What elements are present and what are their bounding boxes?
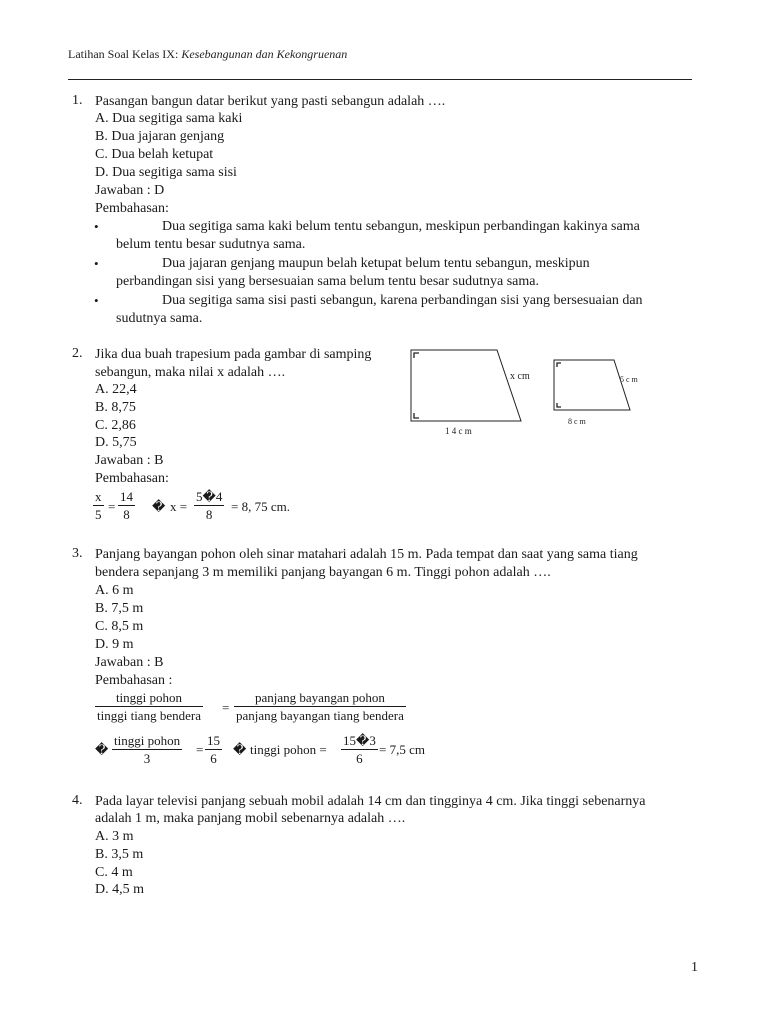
q3-option-a: A. 6 m xyxy=(95,583,134,598)
q2-x-equals: x = xyxy=(170,499,188,514)
q1-bullet3-line2: sudutnya sama. xyxy=(116,311,203,326)
q1-bullet2-line2: perbandingan sisi yang bersesuaian sama belum tentu besar sudutnya sama. xyxy=(116,274,539,289)
trapezium-figure xyxy=(405,345,645,440)
small-trapezium xyxy=(554,360,630,410)
q3-discussion-label: Pembahasan : xyxy=(95,673,173,688)
q2-implies-glyph: � xyxy=(152,499,166,514)
q3-implies-glyph-2: � xyxy=(233,742,247,757)
bullet-icon: • xyxy=(94,256,99,271)
q4-line1: Pada layar televisi panjang sebuah mobil adalah 14 cm dan tingginya 4 cm. Jika tinggi sebenarnya xyxy=(95,794,646,809)
q2-line2: sebangun, maka nilai x adalah …. xyxy=(95,365,286,380)
q4-option-c: C. 4 m xyxy=(95,865,133,880)
q1-number: 1. xyxy=(72,93,83,108)
bullet-icon: • xyxy=(94,219,99,234)
q3-line2: bendera sepanjang 3 m memiliki panjang bayangan 6 m. Tinggi pohon adalah …. xyxy=(95,565,551,580)
large-base-label: 1 4 c m xyxy=(445,426,472,436)
q3-option-c: C. 8,5 m xyxy=(95,619,144,634)
q1-answer: Jawaban : D xyxy=(95,183,165,198)
q1-bullet1-line2: belum tentu besar sudutnya sama. xyxy=(116,237,306,252)
large-trapezium xyxy=(411,350,521,421)
q3-line1: Panjang bayangan pohon oleh sinar matahari adalah 15 m. Pada tempat dan saat yang sama tiang xyxy=(95,547,638,562)
q2-discussion-label: Pembahasan: xyxy=(95,471,169,486)
q2-fraction-5x14-over-8: 5�4 8 xyxy=(196,489,223,522)
large-side-label: x cm xyxy=(510,371,530,382)
q3-ratio-left: tinggi pohon tinggi tiang bendera xyxy=(97,690,201,723)
q4-option-b: B. 3,5 m xyxy=(95,847,144,862)
small-base-label: 8 c m xyxy=(568,417,586,426)
right-angle-mark xyxy=(414,413,419,418)
small-side-label: 5 c m xyxy=(620,375,638,384)
q1-bullet3-line1: Dua segitiga sama sisi pasti sebangun, karena perbandingan sisi yang bersesuaian dan xyxy=(162,293,643,308)
right-angle-mark xyxy=(557,403,561,407)
header-prefix: Latihan Soal Kelas IX: xyxy=(68,47,182,61)
q3-ratio-equals: = xyxy=(222,700,230,715)
q3-fraction-15x3-over-6: 15�3 6 xyxy=(343,733,376,766)
page-number: 1 xyxy=(691,960,698,975)
q3-option-d: D. 9 m xyxy=(95,637,134,652)
header-subject: Kesebangunan dan Kekongruenan xyxy=(181,47,348,61)
bullet-icon: • xyxy=(94,293,99,308)
q3-number: 3. xyxy=(72,546,83,561)
q2-option-a: A. 22,4 xyxy=(95,382,137,397)
q4-option-a: A. 3 m xyxy=(95,829,134,844)
q3-answer: Jawaban : B xyxy=(95,655,164,670)
q3-implies-glyph-1: � xyxy=(95,742,109,757)
q3-result: = 7,5 cm xyxy=(379,742,425,757)
q3-option-b: B. 7,5 m xyxy=(95,601,144,616)
right-angle-mark xyxy=(414,353,419,358)
q2-fraction-x-over-5: x 5 xyxy=(95,489,102,522)
q1-option-d: D. Dua segitiga sama sisi xyxy=(95,165,237,180)
q2-number: 2. xyxy=(72,346,83,361)
q2-fraction-14-over-8: 14 8 xyxy=(120,489,133,522)
q1-text: Pasangan bangun datar berikut yang pasti sebangun adalah …. xyxy=(95,94,446,109)
q2-equals: = xyxy=(108,499,116,514)
q3-sub-equals: = xyxy=(196,742,204,757)
q1-option-a: A. Dua segitiga sama kaki xyxy=(95,111,243,126)
document-header xyxy=(68,47,347,62)
q4-number: 4. xyxy=(72,793,83,808)
q1-option-b: B. Dua jajaran genjang xyxy=(95,129,225,144)
q1-bullet1-line1: Dua segitiga sama kaki belum tentu sebangun, meskipun perbandingan kakinya sama xyxy=(162,219,640,234)
q2-option-d: D. 5,75 xyxy=(95,435,137,450)
q2-line1: Jika dua buah trapesium pada gambar di samping xyxy=(95,347,372,362)
q3-fraction-tinggi-over-3: tinggi pohon 3 xyxy=(114,733,181,766)
q2-result: = 8, 75 cm. xyxy=(231,499,290,514)
q3-tinggi-label: tinggi pohon = xyxy=(250,742,327,757)
q1-bullet2-line1: Dua jajaran genjang maupun belah ketupat belum tentu sebangun, meskipun xyxy=(162,256,590,271)
q4-option-d: D. 4,5 m xyxy=(95,882,144,897)
q2-answer: Jawaban : B xyxy=(95,453,164,468)
q1-option-c: C. Dua belah ketupat xyxy=(95,147,214,162)
q3-fraction-15-over-6: 15 6 xyxy=(207,733,220,766)
q1-discussion-label: Pembahasan: xyxy=(95,201,169,216)
q3-ratio-right: panjang bayangan pohon panjang bayangan tiang bendera xyxy=(236,690,404,723)
q4-line2: adalah 1 m, maka panjang mobil sebenarnya adalah …. xyxy=(95,811,406,826)
header-rule xyxy=(68,79,692,80)
q2-option-b: B. 8,75 xyxy=(95,400,136,415)
q2-option-c: C. 2,86 xyxy=(95,418,136,433)
right-angle-mark xyxy=(557,363,561,367)
